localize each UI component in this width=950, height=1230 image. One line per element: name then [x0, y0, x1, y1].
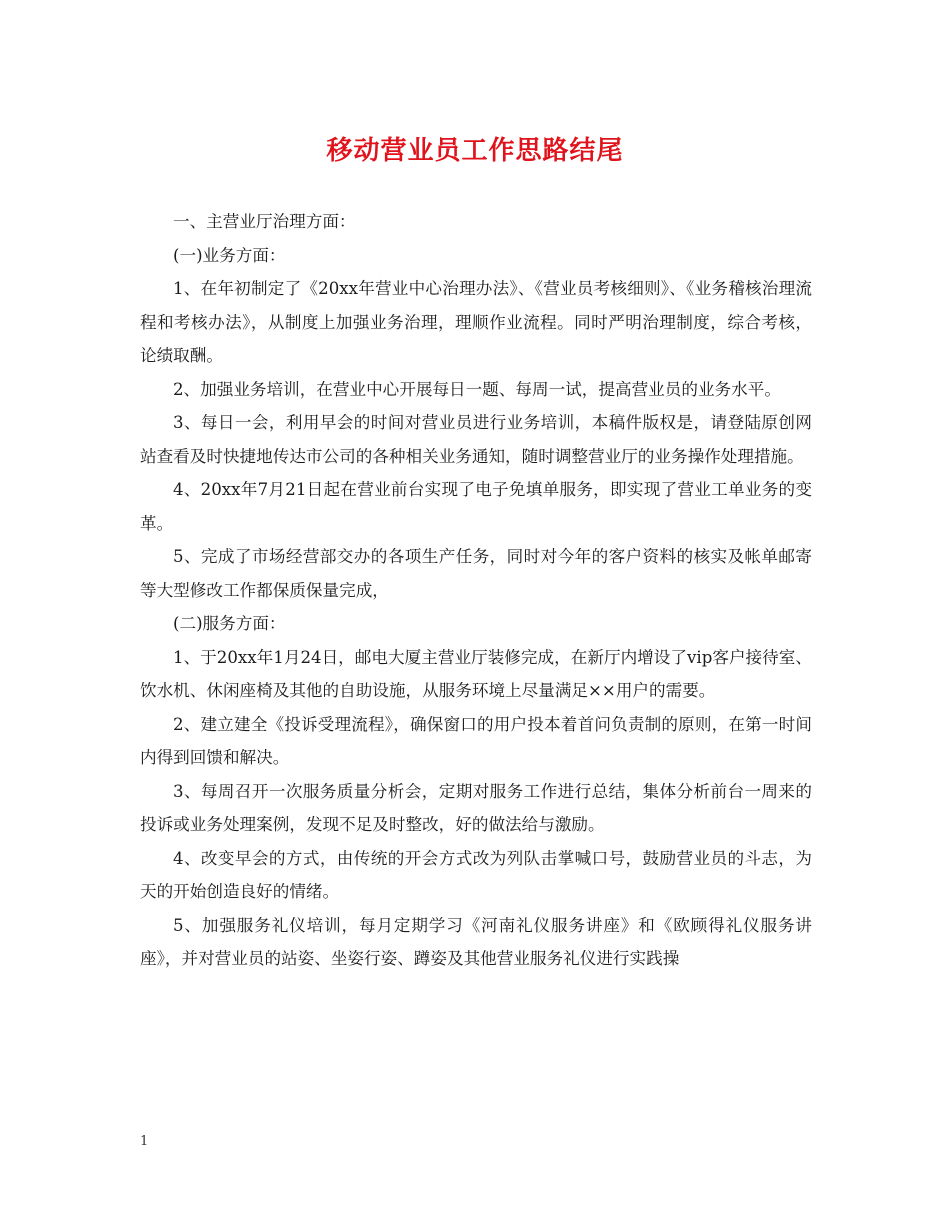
paragraph-business-2: 2、加强业务培训，在营业中心开展每日一题、每周一试，提高营业员的业务水平。: [173, 379, 781, 399]
paragraph-business-4: 4、20xx年7月21日起在营业前台实现了电子免填单服务，即实现了营业工单业务的变革。: [140, 480, 812, 533]
paragraph-subsection-business: (一)业务方面：: [173, 245, 286, 265]
paragraph-section-heading: 一、主营业厅治理方面：: [173, 212, 356, 231]
document-title: 移动营业员工作思路结尾: [326, 136, 624, 166]
document-body: [140, 205, 812, 976]
paragraph-service-3: 3、每周召开一次服务质量分析会，定期对服务工作进行总结，集体分析前台一周来的投诉或业务处理案例，发现不足及时整改，好的做法给与激励。: [140, 781, 812, 834]
paragraph-business-5: 5、完成了市场经营部交办的各项生产任务，同时对今年的客户资料的核实及帐单邮寄等大型修改工作都保质保量完成，: [140, 547, 812, 600]
page-number: 1: [140, 1134, 149, 1149]
paragraph-subsection-service: (二)服务方面：: [173, 614, 286, 633]
paragraph-service-4: 4、改变早会的方式，由传统的开会方式改为列队击掌喊口号，鼓励营业员的斗志，为天的开始创造良好的情绪。: [140, 848, 812, 901]
paragraph-service-5: 5、加强服务礼仪培训，每月定期学习《河南礼仪服务讲座》和《欧顾得礼仪服务讲座》，并对营业员的站姿、坐姿行姿、蹲姿及其他营业服务礼仪进行实践操: [140, 915, 812, 968]
paragraph-service-1: 1、于20xx年1月24日，邮电大厦主营业厅装修完成，在新厅内增设了vip客户接待室、饮水机、休闲座椅及其他的自助设施，从服务环境上尽量满足××用户的需要。: [140, 647, 812, 700]
paragraph-business-3: 3、每日一会，利用早会的时间对营业员进行业务培训，本稿件版权是，请登陆原创网站查看及时快捷地传达市公司的各种相关业务通知，随时调整营业厅的业务操作处理措施。: [140, 413, 812, 466]
paragraph-business-1: 1、在年初制定了《20xx年营业中心治理办法》、《营业员考核细则》、《业务稽核治理流程和考核办法》，从制度上加强业务治理，理顺作业流程。同时严明治理制度，综合考核，论绩取酬。: [140, 279, 812, 365]
paragraph-service-2: 2、建立建全《投诉受理流程》，确保窗口的用户投本着首问负责制的原则，在第一时间内得到回馈和解决。: [140, 714, 812, 767]
